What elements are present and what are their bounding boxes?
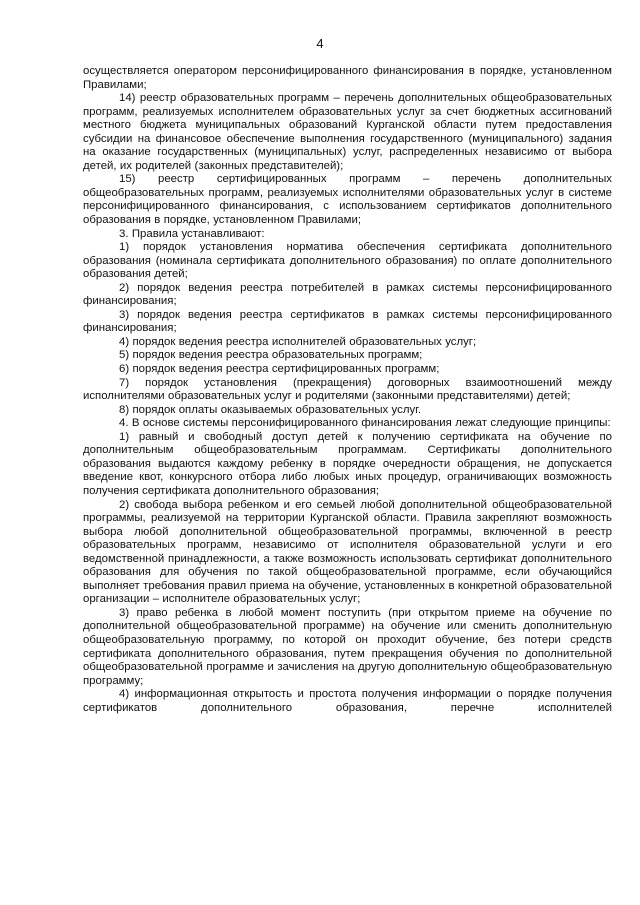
paragraph: 4) информационная открытость и простота получения информации о порядке получения сертификатов дополнительного образования, перечне исполнителей xyxy=(83,688,612,714)
paragraph: 3) порядок ведения реестра сертификатов в рамках системы персонифицированного финансирования; xyxy=(83,308,612,335)
paragraph: 3) право ребенка в любой момент поступить (при открытом приеме на обучение по дополнительной общеобразовательной программе) на обучение или сменить дополнительную общеобразовательную программу, по которой он проходит обучение, без потери средств сертификата дополнительного образования, путем прекращения обучения по дополнительной общеобразовательной программе и зачисления на другую дополнительную общеобразовательную программу; xyxy=(83,606,612,687)
paragraph: 4. В основе системы персонифицированного финансирования лежат следующие принципы: xyxy=(119,417,611,430)
paragraph: 7) порядок установления (прекращения) договорных взаимоотношений между исполнителями образовательных услуг и родителями (законными представителями) детей; xyxy=(83,376,612,403)
paragraph: 6) порядок ведения реестра сертифицированных программ; xyxy=(119,363,440,376)
paragraph: 2) порядок ведения реестра потребителей в рамках системы персонифицированного финансирования; xyxy=(83,281,612,308)
paragraph: 3. Правила устанавливают: xyxy=(119,227,265,240)
paragraph: 14) реестр образовательных программ – перечень дополнительных общеобразовательных программ, реализуемых исполнителем образовательных услуг за счет бюджетных ассигнований местного бюджета муниципальных образований Курганской области путем предоставления субсидии на финансовое обеспечение выполнения государственного (муниципального) задания на оказание государственных (муниципальных) услуг, распределенных независимо от выбора детей, их родителей (законных представителей); xyxy=(83,92,612,172)
paragraph: 15) реестр сертифицированных программ – перечень дополнительных общеобразовательных программ, реализуемых исполнителями образовательных услуг в системе персонифицированного финансирования, с использованием сертификатов дополнительного образования в порядке, установленном Правилами; xyxy=(83,173,612,227)
paragraph: 1) порядок установления норматива обеспечения сертификата дополнительного образования (номинала сертификата дополнительного образования) по оплате дополнительного образования детей; xyxy=(83,241,612,281)
paragraph: 2) свобода выбора ребенком и его семьей любой дополнительной общеобразовательной программы, реализуемой на территории Курганской области. Правила закрепляют возможность выбора любой дополнительной общеобразовательной программы, включенной в реестр образовательных программ, независимо от исполнителя образовательной услуги и его ведомственной принадлежности, а также возможность использовать сертификат дополнительного образования для обучения по такой общеобразовательной программе, если обучающийся выполняет требования правил приема на обучение, установленных в конкретной образовательной организации – исполнителе образовательных услуг; xyxy=(83,498,612,606)
document-body xyxy=(83,65,612,715)
paragraph: 5) порядок ведения реестра образовательных программ; xyxy=(119,349,423,362)
page-number: 4 xyxy=(316,36,324,51)
paragraph: 4) порядок ведения реестра исполнителей образовательных услуг; xyxy=(119,335,477,348)
paragraph: 1) равный и свободный доступ детей к получению сертификата на обучение по дополнительным общеобразовательным программам. Сертификаты дополнительного образования выдаются каждому ребенку в порядке очередности обращения, не допускается введение квот, конкурсного отбора либо любых иных процедур, ограничивающих возможность получения сертификата дополнительного образования; xyxy=(83,430,612,497)
paragraph: осуществляется оператором персонифицированного финансирования в порядке, установленном Правилами; xyxy=(83,65,612,91)
paragraph: 8) порядок оплаты оказываемых образовательных услуг. xyxy=(119,403,422,416)
